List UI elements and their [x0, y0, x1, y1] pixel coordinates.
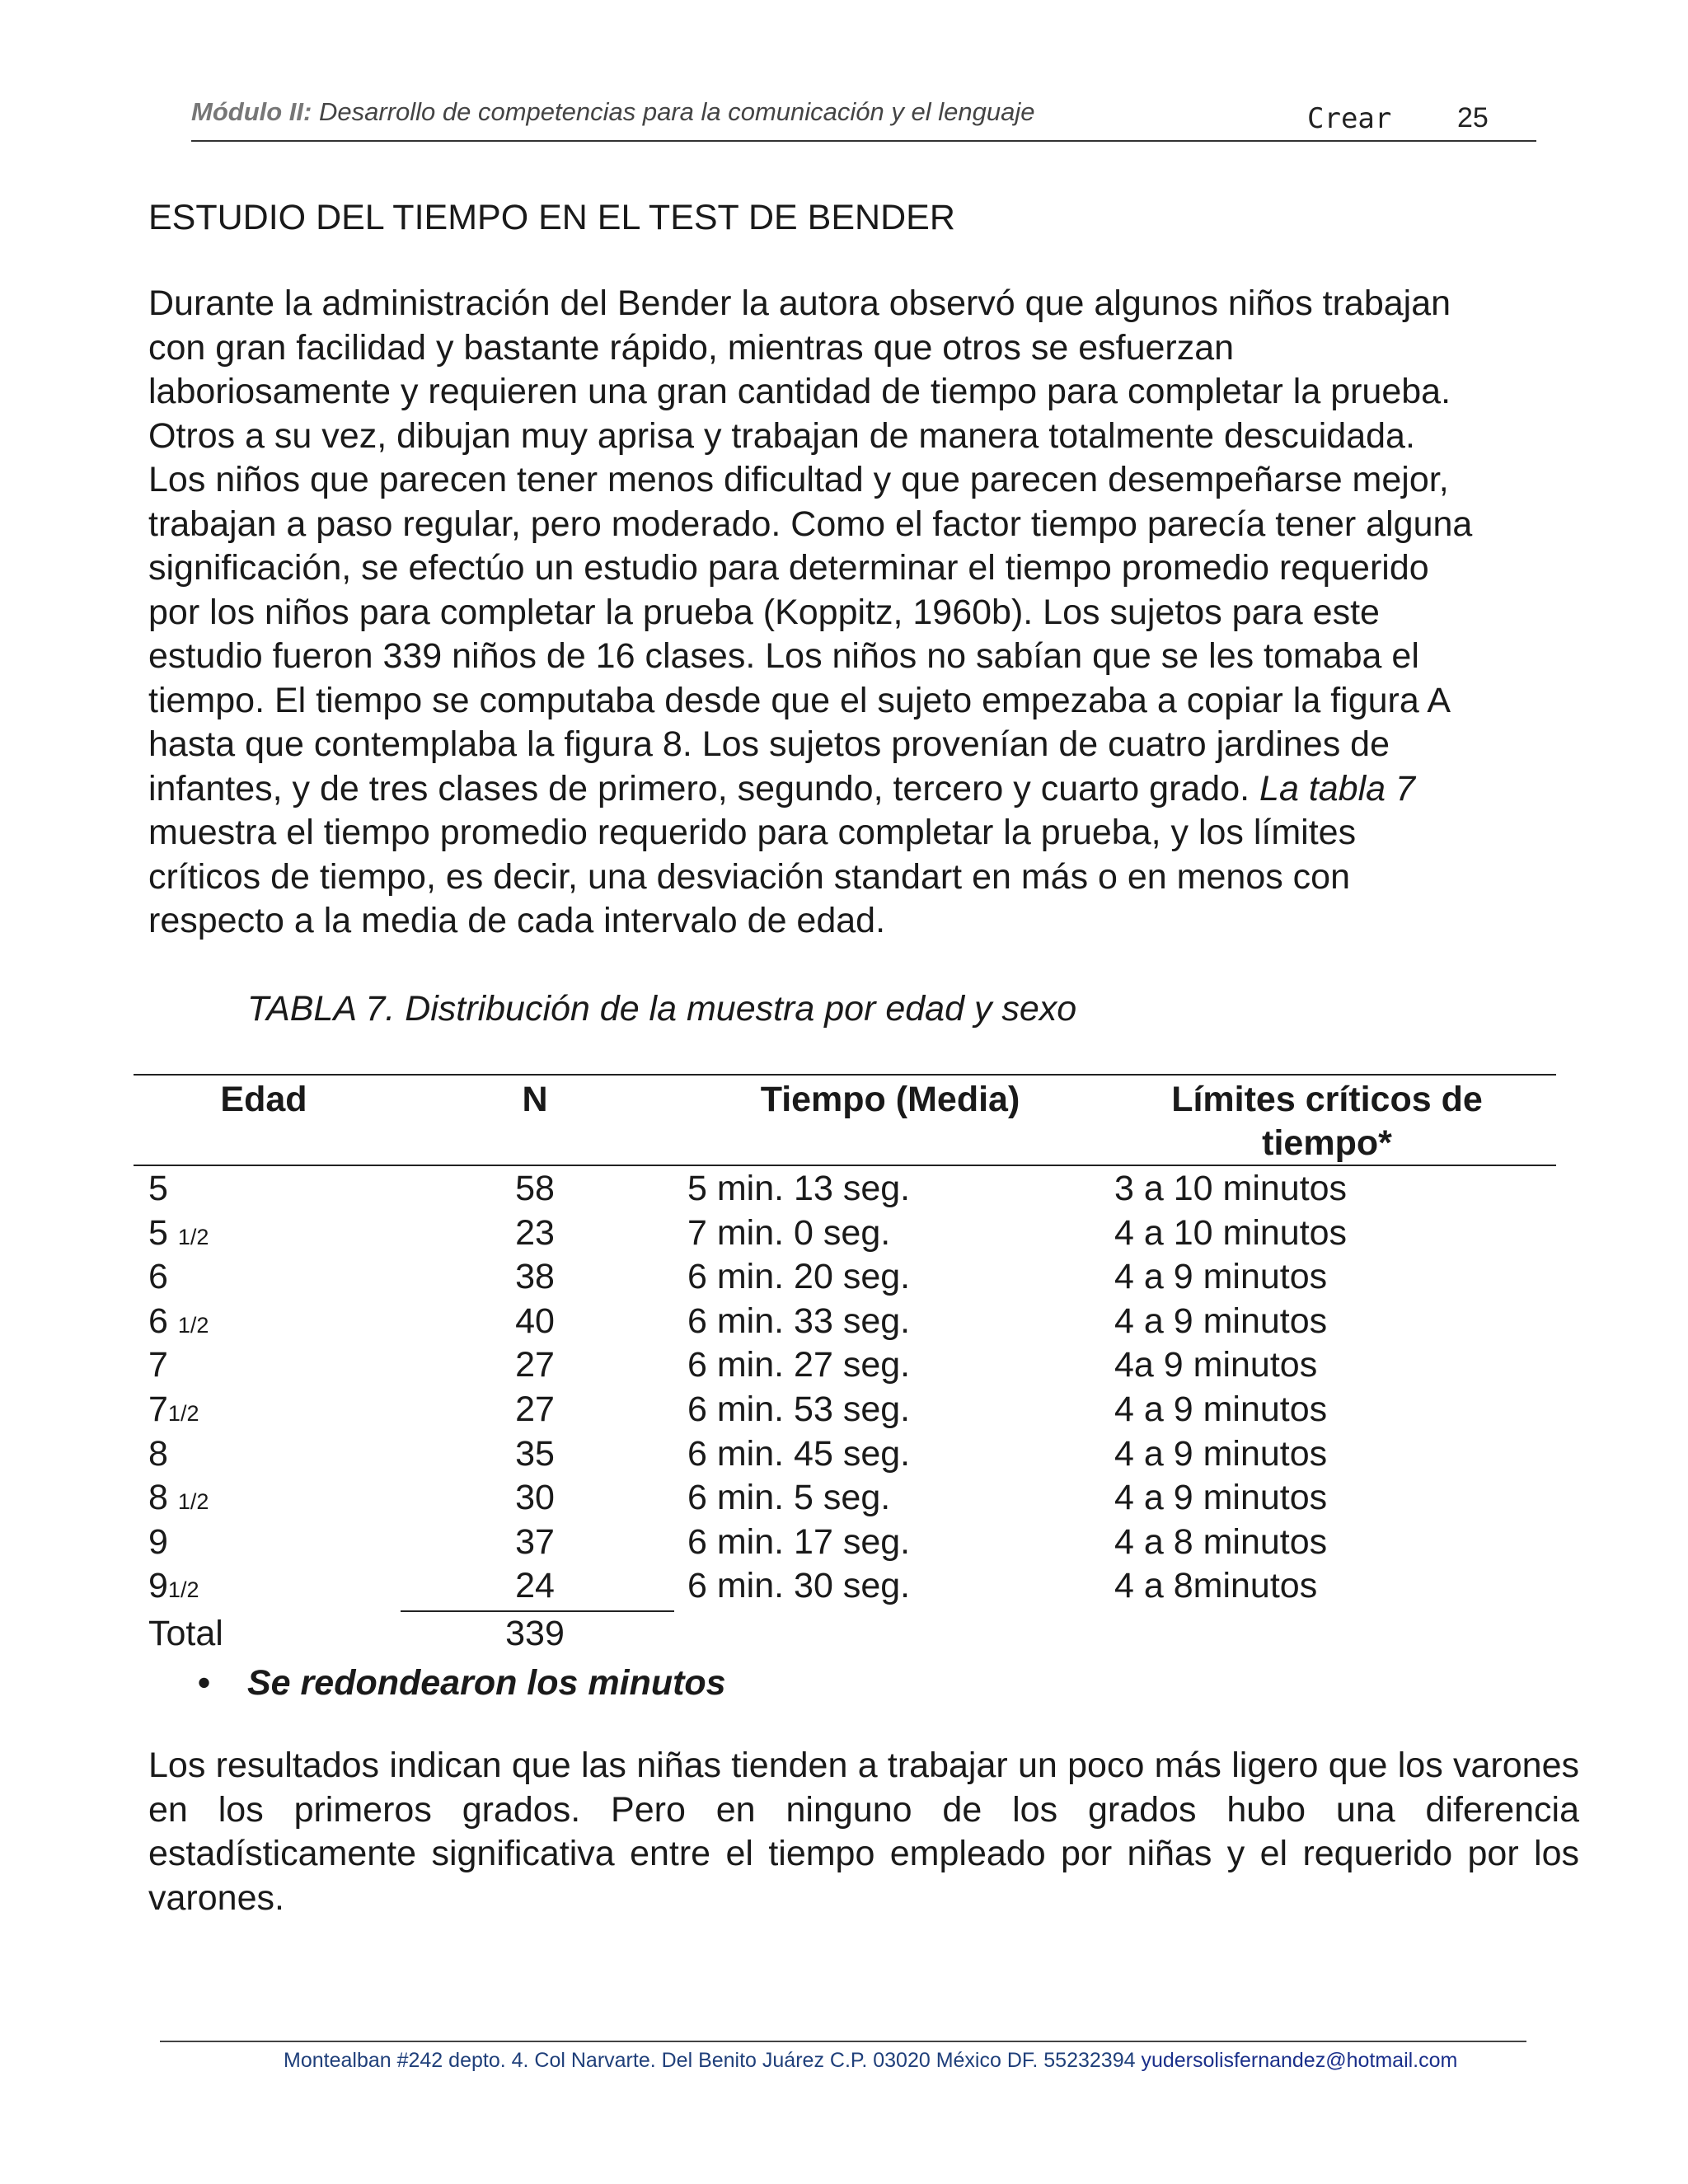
cell-limites: 4 a 9 minutos: [1114, 1433, 1328, 1474]
section-label: Crear: [1307, 102, 1392, 135]
header-limites-line2: tiempo*: [1262, 1123, 1392, 1163]
table-reference: La tabla 7: [1259, 768, 1415, 808]
cell-n: 27: [515, 1345, 555, 1385]
page-number: 25: [1457, 102, 1489, 134]
cell-n: 35: [515, 1433, 555, 1474]
module-label: Módulo II:: [191, 97, 312, 126]
paragraph-intro: [148, 282, 1579, 944]
table-row: [0, 1476, 1688, 1521]
table-row: [0, 1300, 1688, 1344]
header-limites-line1: Límites críticos de: [1171, 1080, 1483, 1119]
text-line: por los niños para completar la prueba (Koppitz, 1960b). Los sujetos para este: [148, 592, 1380, 632]
paragraph-results: Los resultados indican que las niñas tienden a trabajar un poco más ligero que los varones en los primeros grados. Pero en ninguno de los grados hubo una diferencia estadísticamente significativa entre el tiempo empleado por niñas y el requerido por los varones.: [148, 1746, 1579, 1918]
table-row: [0, 1388, 1688, 1432]
table-row: [0, 1255, 1688, 1300]
header-tiempo: Tiempo (Media): [760, 1080, 1020, 1119]
text-plain: infantes, y de tres clases de primero, segundo, tercero y cuarto grado.: [148, 768, 1250, 808]
cell-n: 40: [515, 1301, 555, 1341]
text-line: significación, se efectúo un estudio para determinar el tiempo promedio requerido: [148, 548, 1429, 588]
module-text: Desarrollo de competencias para la comunicación y el lenguaje: [318, 97, 1035, 126]
cell-edad: 8: [148, 1433, 168, 1474]
cell-n: 23: [515, 1212, 555, 1253]
text-line: estudio fueron 339 niños de 16 clases. Los niños no sabían que se les tomaba el: [148, 636, 1419, 676]
cell-n: 37: [515, 1521, 555, 1562]
cell-edad: 6: [148, 1257, 168, 1297]
header-edad: Edad: [220, 1080, 307, 1119]
cell-limites: 4 a 8minutos: [1114, 1566, 1318, 1606]
cell-n: 27: [515, 1390, 555, 1429]
cell-tiempo: 6 min. 33 seg.: [687, 1301, 911, 1341]
total-value: 339: [505, 1614, 565, 1653]
cell-edad: 7: [148, 1345, 168, 1385]
table-header-rule: [134, 1165, 1556, 1166]
total-label: Total: [148, 1614, 223, 1653]
table-row: [0, 1167, 1688, 1212]
text-line: respecto a la media de cada intervalo de edad.: [148, 901, 886, 940]
cell-limites: 4 a 9 minutos: [1114, 1301, 1328, 1341]
table-top-rule: [134, 1074, 1556, 1076]
cell-tiempo: 6 min. 17 seg.: [687, 1521, 911, 1562]
cell-limites: 4 a 9 minutos: [1114, 1478, 1328, 1518]
header-limites: [1121, 1078, 1533, 1165]
cell-edad: 8 1/2: [148, 1478, 209, 1518]
cell-limites: 4 a 9 minutos: [1114, 1257, 1328, 1297]
cell-edad: 91/2: [148, 1566, 199, 1606]
table-row: [0, 1212, 1688, 1256]
page-footer: [284, 2049, 1457, 2073]
cell-tiempo: 6 min. 27 seg.: [687, 1345, 911, 1385]
table-row: [0, 1343, 1688, 1388]
footer-rule: [160, 2041, 1526, 2042]
text-line: críticos de tiempo, es decir, una desviación standart en más o en menos con: [148, 856, 1351, 897]
cell-edad: 71/2: [148, 1390, 199, 1429]
cell-tiempo: 7 min. 0 seg.: [687, 1212, 891, 1253]
cell-edad: 5: [148, 1169, 168, 1208]
text-line: Otros a su vez, dibujan muy aprisa y trabajan de manera totalmente descuidada.: [148, 415, 1415, 456]
cell-tiempo: 6 min. 20 seg.: [687, 1257, 911, 1297]
cell-tiempo: 6 min. 53 seg.: [687, 1390, 911, 1429]
footnote-text: Se redondearon los minutos: [247, 1663, 726, 1703]
cell-n: 30: [515, 1478, 555, 1518]
text-line: hasta que contemplaba la figura 8. Los sujetos provenían de cuatro jardines de: [148, 724, 1390, 764]
header-n: N: [522, 1080, 548, 1119]
cell-limites: 3 a 10 minutos: [1114, 1169, 1348, 1208]
footer-address: Montealban #242 depto. 4. Col Narvarte. Del Benito Juárez C.P. 03020 México DF. 55232394: [284, 2049, 1136, 2072]
bullet-icon: •: [198, 1663, 211, 1703]
text-line: trabajan a paso regular, pero moderado. Como el factor tiempo parecía tener alguna: [148, 504, 1473, 544]
page-header: [191, 92, 1536, 142]
text-line: tiempo. El tiempo se computaba desde que el sujeto empezaba a copiar la figura A: [148, 680, 1451, 720]
table-caption: TABLA 7. Distribución de la muestra por edad y sexo: [247, 989, 1077, 1029]
cell-limites: 4a 9 minutos: [1114, 1345, 1318, 1385]
cell-limites: 4 a 9 minutos: [1114, 1390, 1328, 1429]
table-row: [0, 1564, 1688, 1609]
cell-n: 38: [515, 1257, 555, 1297]
text-line: Durante la administración del Bender la autora observó que algunos niños trabajan: [148, 284, 1451, 323]
section-title: ESTUDIO DEL TIEMPO EN EL TEST DE BENDER: [148, 198, 955, 237]
cell-edad: 9: [148, 1521, 168, 1562]
cell-limites: 4 a 8 minutos: [1114, 1521, 1328, 1562]
cell-n: 58: [515, 1169, 555, 1208]
cell-tiempo: 6 min. 45 seg.: [687, 1433, 911, 1474]
text-line: con gran facilidad y bastante rápido, mientras que otros se esfuerzan: [148, 327, 1235, 368]
cell-tiempo: 6 min. 5 seg.: [687, 1478, 891, 1518]
text-line: muestra el tiempo promedio requerido para completar la prueba, y los límites: [148, 813, 1357, 852]
cell-tiempo: 6 min. 30 seg.: [687, 1566, 911, 1606]
text-line: [148, 767, 1579, 812]
text-line: Los niños que parecen tener menos dificultad y que parecen desempeñarse mejor,: [148, 460, 1449, 499]
module-title: [191, 97, 1034, 127]
text-line: laboriosamente y requieren una gran cantidad de tiempo para completar la prueba.: [148, 372, 1451, 411]
cell-n: 24: [515, 1566, 555, 1606]
table-row: [0, 1432, 1688, 1477]
table-row: [0, 1521, 1688, 1565]
cell-edad: 5 1/2: [148, 1212, 209, 1253]
footer-email[interactable]: yudersolisfernandez@hotmail.com: [1141, 2049, 1458, 2072]
cell-edad: 6 1/2: [148, 1301, 209, 1341]
cell-limites: 4 a 10 minutos: [1114, 1212, 1348, 1253]
cell-tiempo: 5 min. 13 seg.: [687, 1169, 911, 1208]
